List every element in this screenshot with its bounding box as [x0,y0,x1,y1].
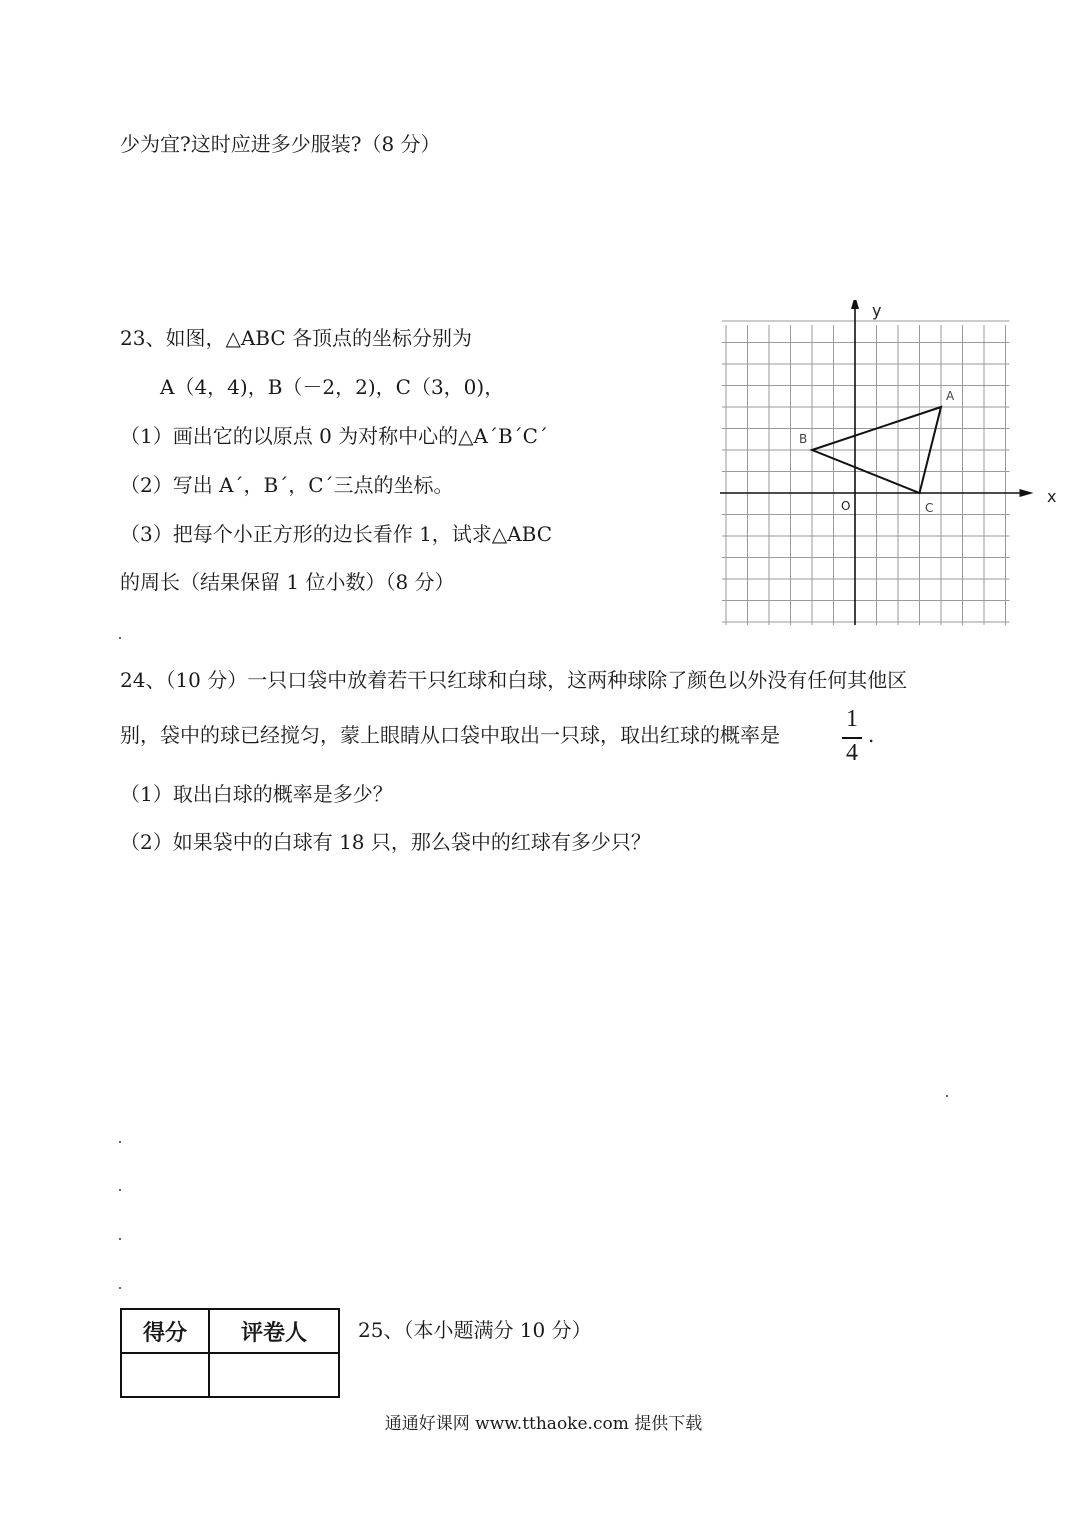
q23-part2: （2）写出 A´，B´，C´三点的坐标。 [120,473,454,497]
q23-lead: 23、如图，△ABC 各顶点的坐标分别为 [120,326,473,350]
y-axis-label: y [872,301,882,320]
grid-lines [722,321,1010,625]
stray-dot [119,1189,121,1191]
x-axis-arrow [1020,489,1034,497]
origin-label: O [841,499,851,513]
x-axis-label: x [1047,487,1057,506]
score-table [120,1308,340,1398]
q23-part1: （1）画出它的以原点 0 为对称中心的△A´B´C´ [120,424,548,448]
stray-dot [119,1141,121,1143]
footer-text: 通通好课网 www.tthaoke.com 提供下载 [384,1414,703,1434]
grader-header: 评卷人 [209,1309,339,1353]
q24-part2: （2）如果袋中的白球有 18 只，那么袋中的红球有多少只？ [120,830,651,854]
q24-line1: 24、（10 分）一只口袋中放着若干只红球和白球，这两种球除了颜色以外没有任何其他区 [120,668,908,692]
score-header: 得分 [121,1309,209,1353]
stray-dot [946,1095,948,1097]
q25-title: 25、（本小题满分 10 分） [358,1318,592,1342]
point-label-a: A [946,389,955,403]
fraction-bar [842,737,862,739]
q22-tail: 少为宜?这时应进多少服装?（8 分） [120,132,441,156]
q23-part3: （3）把每个小正方形的边长看作 1，试求△ABC [120,522,553,546]
q23-coords: A（4，4)，B（－2，2)，C（3，0)， [160,375,505,399]
q24-line2: 别，袋中的球已经搅匀，蒙上眼睛从口袋中取出一只球，取出红球的概率是 [120,723,780,747]
point-label-c: C [925,501,934,515]
q23-part3b: 的周长（结果保留 1 位小数）（8 分） [120,570,455,594]
grader-cell[interactable] [209,1353,339,1397]
point-label-b: B [799,432,808,446]
y-axis-arrow [851,300,859,309]
score-cell[interactable] [121,1353,209,1397]
stray-dot [119,1238,121,1240]
coordinate-grid-figure [720,300,1065,625]
stray-dot [119,1287,121,1289]
fraction-numerator: 1 [846,706,858,732]
stray-dot [119,637,121,639]
q24-line2-end: . [868,723,875,747]
q24-part1: （1）取出白球的概率是多少？ [120,782,393,806]
fraction-denominator: 4 [846,740,858,766]
